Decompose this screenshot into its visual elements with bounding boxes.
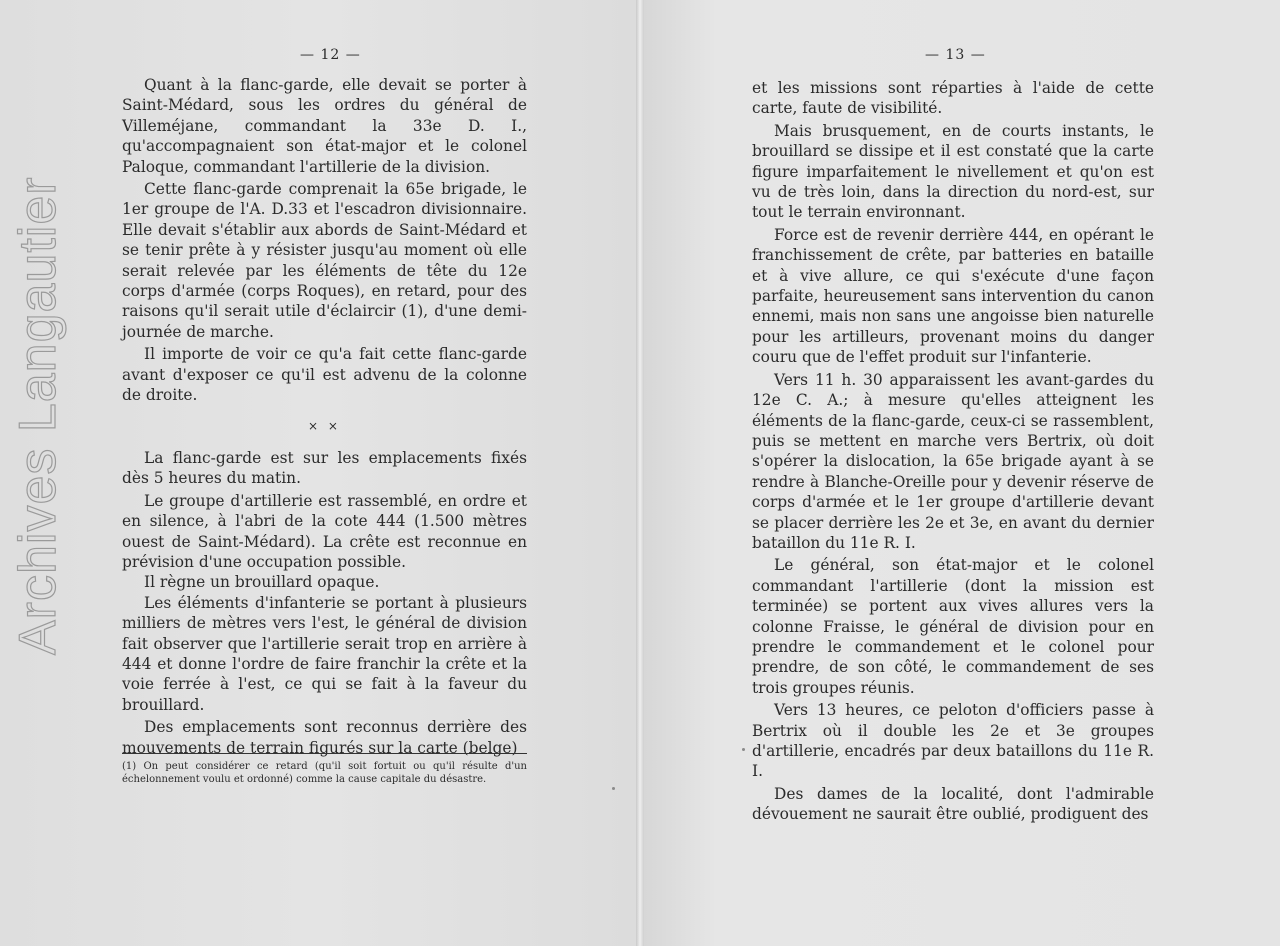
paragraph: Force est de revenir derrière 444, en opérant le franchissement de crête, par batteries en bataille et à vive allure, ce qui s'exécute d'une façon parfaite, heureusement sans intervention du canon ennemi, mais non sans une angoisse bien naturelle pour les artilleurs, provenant moins du danger couru que de l'effet produit sur l'infanterie. [752, 225, 1154, 367]
footnote-rule [122, 753, 527, 754]
paragraph: Cette flanc-garde comprenait la 65e brigade, le 1er groupe de l'A. D.33 et l'escadron divisionnaire. Elle devait s'établir aux abords de Saint-Médard et se tenir prête à y résister jusqu'au moment où elle serait relevée par les éléments de tête du 12e corps d'armée (corps Roques), en retard, pour des raisons qu'il serait utile d'éclaircir (1), d'une demi-journée de marche. [122, 180, 527, 341]
paragraph: Il règne un brouillard opaque. [144, 573, 380, 592]
page-number: — 13 — [925, 47, 986, 63]
paper-speck [612, 787, 615, 790]
book-gutter [636, 0, 644, 946]
section-separator: × × [308, 418, 341, 433]
paper-speck [742, 748, 745, 751]
page-body [122, 75, 527, 758]
paragraph: Vers 11 h. 30 apparaissent les avant-gardes du 12e C. A.; à mesure qu'elles atteignent les éléments de la flanc-garde, ceux-ci se rassemblent, puis se mettent en marche vers Bertrix, où doit s'opérer la dislocation, la 65e brigade ayant à se rendre à Blanche-Oreille pour y devenir réserve de corps d'armée et le 1er groupe d'artillerie devant se placer derrière les 2e et 3e, en avant du dernier bataillon du 11e R. I. [752, 370, 1154, 552]
right-page [640, 0, 1280, 946]
paragraph: Des dames de la localité, dont l'admirable dévouement ne saurait être oublié, prodiguent des [752, 784, 1154, 824]
paragraph: La flanc-garde est sur les emplacements fixés dès 5 heures du matin. [122, 448, 527, 488]
paragraph: Le groupe d'artillerie est rassemblé, en ordre et en silence, à l'abri de la cote 444 (1.500 mètres ouest de Saint-Médard). La crête est reconnue en prévision d'une occupation possible. [122, 491, 527, 571]
paragraph: Mais brusquement, en de courts instants, le brouillard se dissipe et il est constaté que la carte figure imparfaitement le nivellement et qu'on est vu de très loin, dans la direction du nord-est, sur tout le terrain environnant. [752, 121, 1154, 222]
paragraph: et les missions sont réparties à l'aide de cette carte, faute de visibilité. [752, 79, 1154, 118]
watermark: Archives Langautier [9, 176, 67, 655]
paragraph: Des emplacements sont reconnus derrière des mouvements de terrain figurés sur la carte (belge) [122, 718, 527, 757]
footnote: (1) On peut considérer ce retard (qu'il soit fortuit ou qu'il résulte d'un échelonnement voulu et ordonné) comme la cause capitale du désastre. [122, 761, 527, 785]
paragraph: Le général, son état-major et le colonel commandant l'artillerie (dont la mission est terminée) se portent aux vives allures vers la colonne Fraisse, le général de division pour en prendre le commandement et le colonel pour prendre, de son côté, le commandement de ses trois groupes réunis. [752, 556, 1154, 697]
page-number: — 12 — [300, 47, 361, 63]
paragraph: Il importe de voir ce qu'a fait cette flanc-garde avant d'exposer ce qu'il est advenu de la colonne de droite. [122, 345, 527, 405]
paragraph: Vers 13 heures, ce peloton d'officiers passe à Bertrix où il double les 2e et 3e groupes d'artillerie, encadrés par deux bataillons du 11e R. I. [752, 701, 1154, 781]
page-body [752, 78, 1154, 825]
paragraph: Quant à la flanc-garde, elle devait se porter à Saint-Médard, sous les ordres du général de Villeméjane, commandant la 33e D. I., qu'accompagnaient son état-major et le colonel Paloque, commandant l'artillerie de la division. [122, 76, 527, 176]
paragraph: Les éléments d'infanterie se portant à plusieurs milliers de mètres vers l'est, le général de division fait observer que l'artillerie serait trop en arrière à 444 et donne l'ordre de faire franchir la crête et la voie ferrée à l'est, ce qui se fait à la faveur du brouillard. [122, 593, 527, 714]
